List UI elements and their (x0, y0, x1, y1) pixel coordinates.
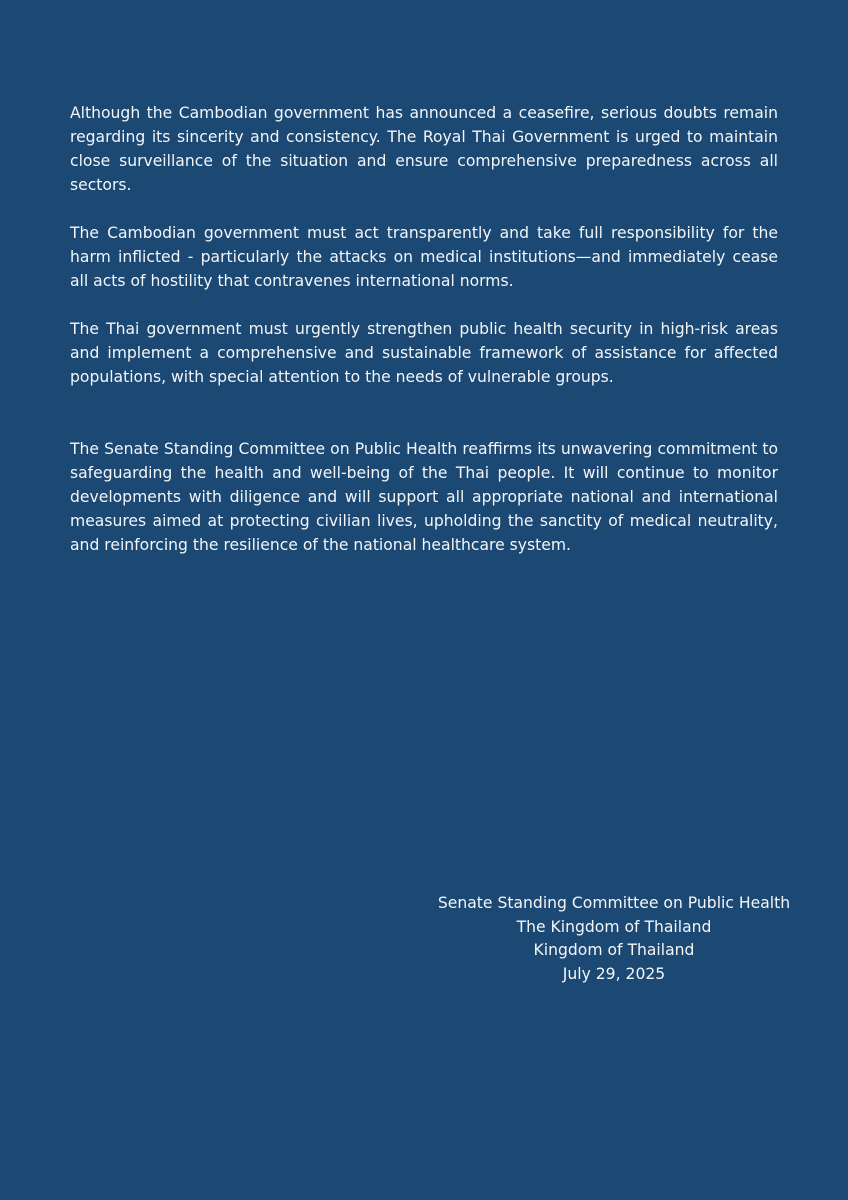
statement-body (70, 101, 778, 557)
signature-country: The Kingdom of Thailand (516, 917, 712, 936)
signature-committee: Senate Standing Committee on Public Health (437, 894, 791, 912)
paragraph-commitment: The Senate Standing Committee on Public Health reaffirms its unwavering commitment to safeguarding the health and well-being of the Thai people. It will continue to monitor developments with diligence and will support all appropriate national and international measures aimed at protecting civilian lives, upholding the sanctity of medical neutrality, and reinforcing the resilience of the national healthcare system. (70, 440, 778, 554)
paragraph-ceasefire: Although the Cambodian government has announced a ceasefire, serious doubts remain regarding its sincerity and consistency. The Royal Thai Government is urged to maintain close surveillance of the situation and ensure comprehensive preparedness across all sectors. (70, 104, 778, 194)
signature-date: July 29, 2025 (562, 964, 666, 983)
paragraph-health-security: The Thai government must urgently strengthen public health security in high-risk areas and implement a comprehensive and sustainable framework of assistance for affected populations, with special attention to the needs of vulnerable groups. (70, 320, 778, 386)
signature-block (400, 892, 828, 986)
paragraph-responsibility: The Cambodian government must act transparently and take full responsibility for the harm inflicted - particularly the attacks on medical institutions—and immediately cease all acts of hostility that contravenes international norms. (70, 224, 778, 290)
signature-country-alt: Kingdom of Thailand (533, 941, 695, 959)
